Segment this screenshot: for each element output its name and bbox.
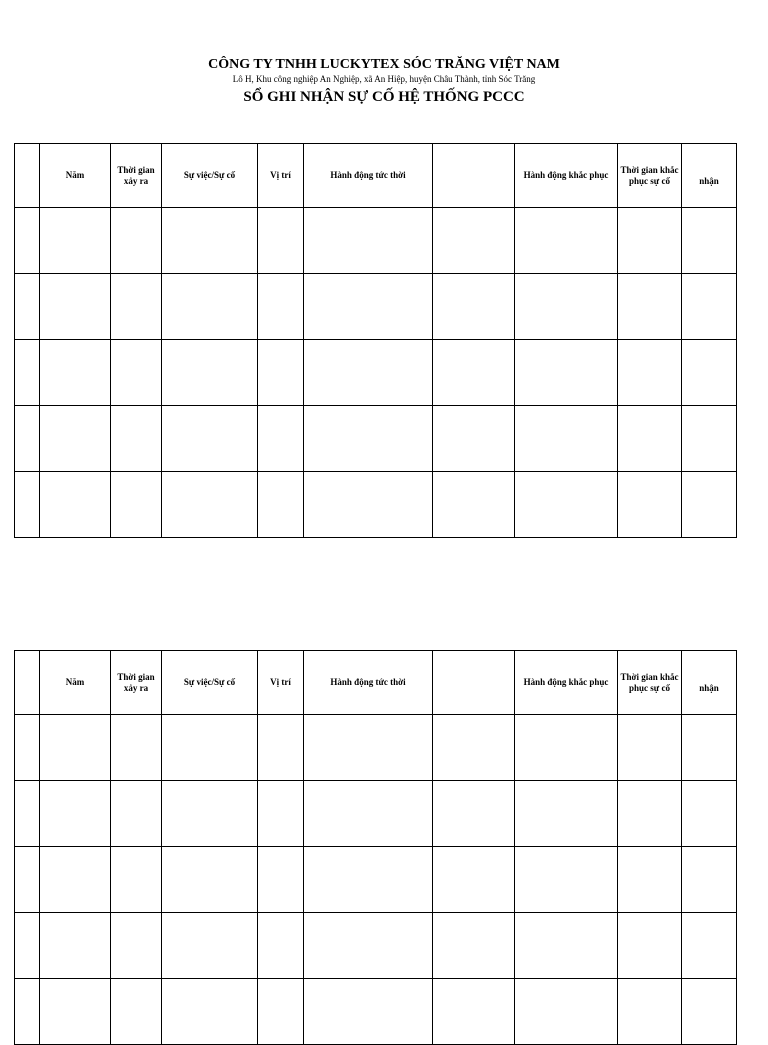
table-cell [15, 274, 40, 340]
table-cell [618, 715, 682, 781]
incident-log-table-1 [14, 143, 737, 538]
table-cell [15, 208, 40, 274]
table-cell [682, 208, 737, 274]
table-cell [162, 340, 258, 406]
table-cell [304, 715, 433, 781]
column-header-incident: Sự việc/Sự cố [162, 144, 258, 208]
table-cell [40, 979, 111, 1045]
table-cell [682, 781, 737, 847]
table-cell [111, 274, 162, 340]
table-cell [433, 781, 515, 847]
table-row [15, 715, 737, 781]
column-header-corrective-action: Hành động khắc phục [515, 651, 618, 715]
table-cell [304, 913, 433, 979]
table-cell [515, 472, 618, 538]
table-cell [682, 715, 737, 781]
table-cell [162, 208, 258, 274]
table-cell [682, 472, 737, 538]
company-name: CÔNG TY TNHH LUCKYTEX SÓC TRĂNG VIỆT NAM [208, 57, 560, 72]
column-header-confirm-label: nhận [699, 683, 719, 693]
table-cell [304, 781, 433, 847]
table-cell [40, 340, 111, 406]
company-address: Lô H, Khu công nghiệp An Nghiệp, xã An Hiệp, huyện Châu Thành, tỉnh Sóc Trăng [232, 74, 536, 84]
table-cell [433, 274, 515, 340]
document-title: SỔ GHI NHẬN SỰ CỐ HỆ THỐNG PCCC [243, 89, 525, 105]
column-header-confirm [682, 144, 737, 208]
column-header [433, 144, 515, 208]
column-header-confirm [682, 651, 737, 715]
column-header-year: Năm [40, 144, 111, 208]
table-cell [40, 406, 111, 472]
table-cell [618, 340, 682, 406]
table-cell [682, 979, 737, 1045]
table-cell [111, 208, 162, 274]
table-cell [111, 847, 162, 913]
table-cell [618, 472, 682, 538]
table-cell [682, 847, 737, 913]
table-cell [111, 781, 162, 847]
table-row [15, 340, 737, 406]
table-cell [15, 847, 40, 913]
incident-log-table-2 [14, 650, 737, 1045]
table-row [15, 979, 737, 1045]
table-row [15, 913, 737, 979]
table-cell [433, 208, 515, 274]
table-cell [15, 781, 40, 847]
table-cell [304, 979, 433, 1045]
table-cell [111, 913, 162, 979]
table-cell [433, 472, 515, 538]
column-header-fix-time: Thời gian khắc phục sự cố [618, 651, 682, 715]
table-header-row [15, 144, 737, 208]
table-cell [162, 847, 258, 913]
table-cell [304, 340, 433, 406]
table-cell [618, 406, 682, 472]
table-row [15, 847, 737, 913]
table-cell [304, 208, 433, 274]
table-cell [258, 781, 304, 847]
column-header-occurred-time: Thời gian xảy ra [111, 144, 162, 208]
table-cell [40, 781, 111, 847]
table-cell [258, 340, 304, 406]
table-cell [618, 208, 682, 274]
table-cell [111, 340, 162, 406]
table-header-row [15, 651, 737, 715]
column-header [15, 144, 40, 208]
table-cell [111, 715, 162, 781]
table-cell [618, 979, 682, 1045]
table-cell [682, 406, 737, 472]
table-cell [258, 847, 304, 913]
table-cell [162, 274, 258, 340]
table-cell [515, 406, 618, 472]
table-cell [15, 715, 40, 781]
table-cell [618, 913, 682, 979]
table-cell [515, 274, 618, 340]
document-header [0, 56, 768, 107]
table-cell [15, 913, 40, 979]
table-cell [162, 781, 258, 847]
table-cell [433, 715, 515, 781]
column-header [433, 651, 515, 715]
table-cell [258, 913, 304, 979]
table-cell [618, 847, 682, 913]
table-cell [162, 715, 258, 781]
table-cell [162, 979, 258, 1045]
table-cell [15, 979, 40, 1045]
table-row [15, 406, 737, 472]
table-cell [433, 979, 515, 1045]
table-cell [433, 406, 515, 472]
table-cell [618, 781, 682, 847]
table-cell [111, 406, 162, 472]
column-header-location: Vị trí [258, 651, 304, 715]
table-cell [515, 715, 618, 781]
table-row [15, 472, 737, 538]
table-cell [258, 715, 304, 781]
column-header-occurred-time: Thời gian xảy ra [111, 651, 162, 715]
table-cell [162, 406, 258, 472]
table-cell [40, 208, 111, 274]
table-cell [618, 274, 682, 340]
table-cell [515, 208, 618, 274]
table-cell [15, 406, 40, 472]
table-cell [304, 472, 433, 538]
table-cell [682, 913, 737, 979]
table-cell [258, 208, 304, 274]
table-cell [111, 472, 162, 538]
table-cell [162, 472, 258, 538]
table-cell [111, 979, 162, 1045]
table-cell [40, 274, 111, 340]
table-cell [304, 274, 433, 340]
column-header-immediate-action: Hành động tức thời [304, 144, 433, 208]
table-cell [433, 913, 515, 979]
column-header-year: Năm [40, 651, 111, 715]
table-cell [40, 715, 111, 781]
table-row [15, 781, 737, 847]
table-cell [258, 274, 304, 340]
table-cell [433, 340, 515, 406]
table-cell [40, 913, 111, 979]
table-cell [258, 472, 304, 538]
column-header-confirm-label: nhận [699, 176, 719, 186]
column-header-location: Vị trí [258, 144, 304, 208]
table-cell [515, 979, 618, 1045]
table-cell [15, 472, 40, 538]
table-cell [15, 340, 40, 406]
table-cell [682, 340, 737, 406]
table-cell [515, 340, 618, 406]
table-cell [515, 847, 618, 913]
table-cell [515, 781, 618, 847]
table-row [15, 274, 737, 340]
table-cell [304, 406, 433, 472]
table-cell [40, 847, 111, 913]
table-cell [515, 913, 618, 979]
column-header-immediate-action: Hành động tức thời [304, 651, 433, 715]
table-cell [40, 472, 111, 538]
table-cell [304, 847, 433, 913]
table-cell [682, 274, 737, 340]
table-cell [258, 979, 304, 1045]
table-row [15, 208, 737, 274]
column-header-incident: Sự việc/Sự cố [162, 651, 258, 715]
column-header [15, 651, 40, 715]
table-cell [433, 847, 515, 913]
column-header-fix-time: Thời gian khắc phục sự cố [618, 144, 682, 208]
table-cell [162, 913, 258, 979]
column-header-corrective-action: Hành động khắc phục [515, 144, 618, 208]
table-cell [258, 406, 304, 472]
